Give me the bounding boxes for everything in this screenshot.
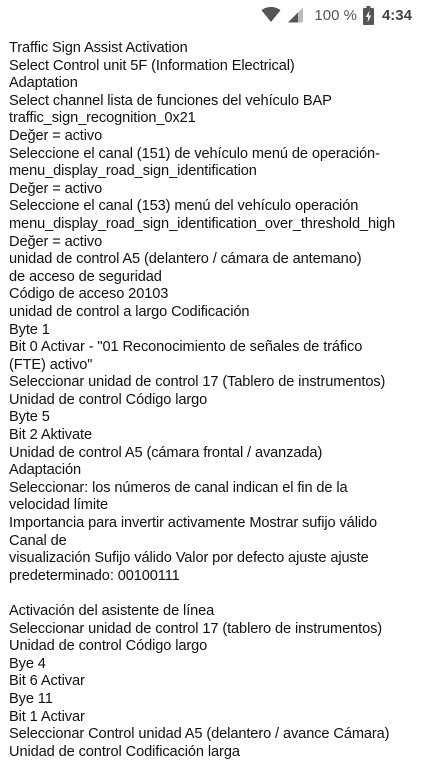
note-line: de acceso de seguridad [9, 268, 162, 285]
note-line: Byte 1 [9, 321, 50, 338]
note-line: Canal de [9, 532, 67, 549]
note-line: Select Control unit 5F (Information Electrical) [9, 57, 295, 74]
note-line: Seleccione el canal (153) menú del vehículo operación [9, 198, 359, 215]
note-line: Importancia para invertir activamente Mostrar sufijo válido [9, 515, 378, 532]
note-line: Değer = activo [9, 180, 103, 197]
note-line: Unidad de control Código largo [9, 638, 208, 655]
status-icons [261, 0, 412, 30]
note-line: Seleccionar: los números de canal indican el fin de la [9, 479, 348, 496]
note-line: unidad de control A5 (delantero / cámara de antemano) [9, 251, 362, 268]
note-line: Bye 11 [9, 690, 53, 707]
note-line: Traffic Sign Assist Activation [9, 40, 188, 56]
note-line: visualización Sufijo válido Valor por defecto ajuste ajuste [9, 550, 369, 567]
note-line: Seleccionar Control unidad A5 (delantero / avance Cámara) [9, 726, 390, 743]
note-line: (FTE) activo" [9, 356, 93, 373]
note-line: Değer = activo [9, 127, 103, 144]
note-line: Byte 5 [9, 409, 50, 426]
note-line: Seleccionar unidad de control 17 (tablero de instrumentos) [9, 620, 383, 637]
note-line: velocidad límite [9, 497, 108, 514]
note-line: Seleccione el canal (151) de vehículo menú de operación- [9, 145, 380, 162]
cell-signal-icon [287, 7, 304, 23]
note-line: Değer = activo [9, 233, 103, 250]
note-line: Unidad de control Codificación larga [9, 743, 240, 760]
note-line: Unidad de control A5 (cámara frontal / avanzada) [9, 444, 323, 461]
note-line: unidad de control a largo Codificación [9, 303, 250, 320]
note-line: Unidad de control Código largo [9, 391, 208, 408]
note-line: Bit 0 Activar - "01 Reconocimiento de señales de tráfico [9, 339, 363, 356]
note-line: Bye 4 [9, 655, 46, 672]
note-line: predeterminado: 00100111 [9, 567, 180, 584]
note-line: Código de acceso 20103 [9, 286, 169, 303]
note-line: menu_display_road_sign_identification [9, 163, 257, 180]
note-line: Activación del asistente de línea [9, 603, 215, 619]
status-bar [0, 0, 422, 30]
note-line: Adaptation [9, 75, 78, 92]
status-clock: 4:34 [381, 6, 412, 24]
blank-line [9, 585, 416, 603]
wifi-icon [261, 7, 281, 23]
note-line: Adaptación [9, 462, 82, 479]
note-body[interactable] [9, 40, 416, 760]
note-line: menu_display_road_sign_identification_over_threshold_high [9, 215, 396, 232]
note-line: traffic_sign_recognition_0x21 [9, 110, 196, 127]
battery-percent: 100 % [314, 6, 357, 24]
note-line: Seleccionar unidad de control 17 (Tablero de instrumentos) [9, 374, 386, 391]
note-line: Bit 6 Activar [9, 673, 85, 690]
note-line: Bit 2 Aktivate [9, 427, 92, 444]
note-line: Select channel lista de funciones del vehículo BAP [9, 92, 332, 109]
note-line: Bit 1 Activar [9, 708, 85, 725]
battery-charging-icon [363, 6, 374, 25]
